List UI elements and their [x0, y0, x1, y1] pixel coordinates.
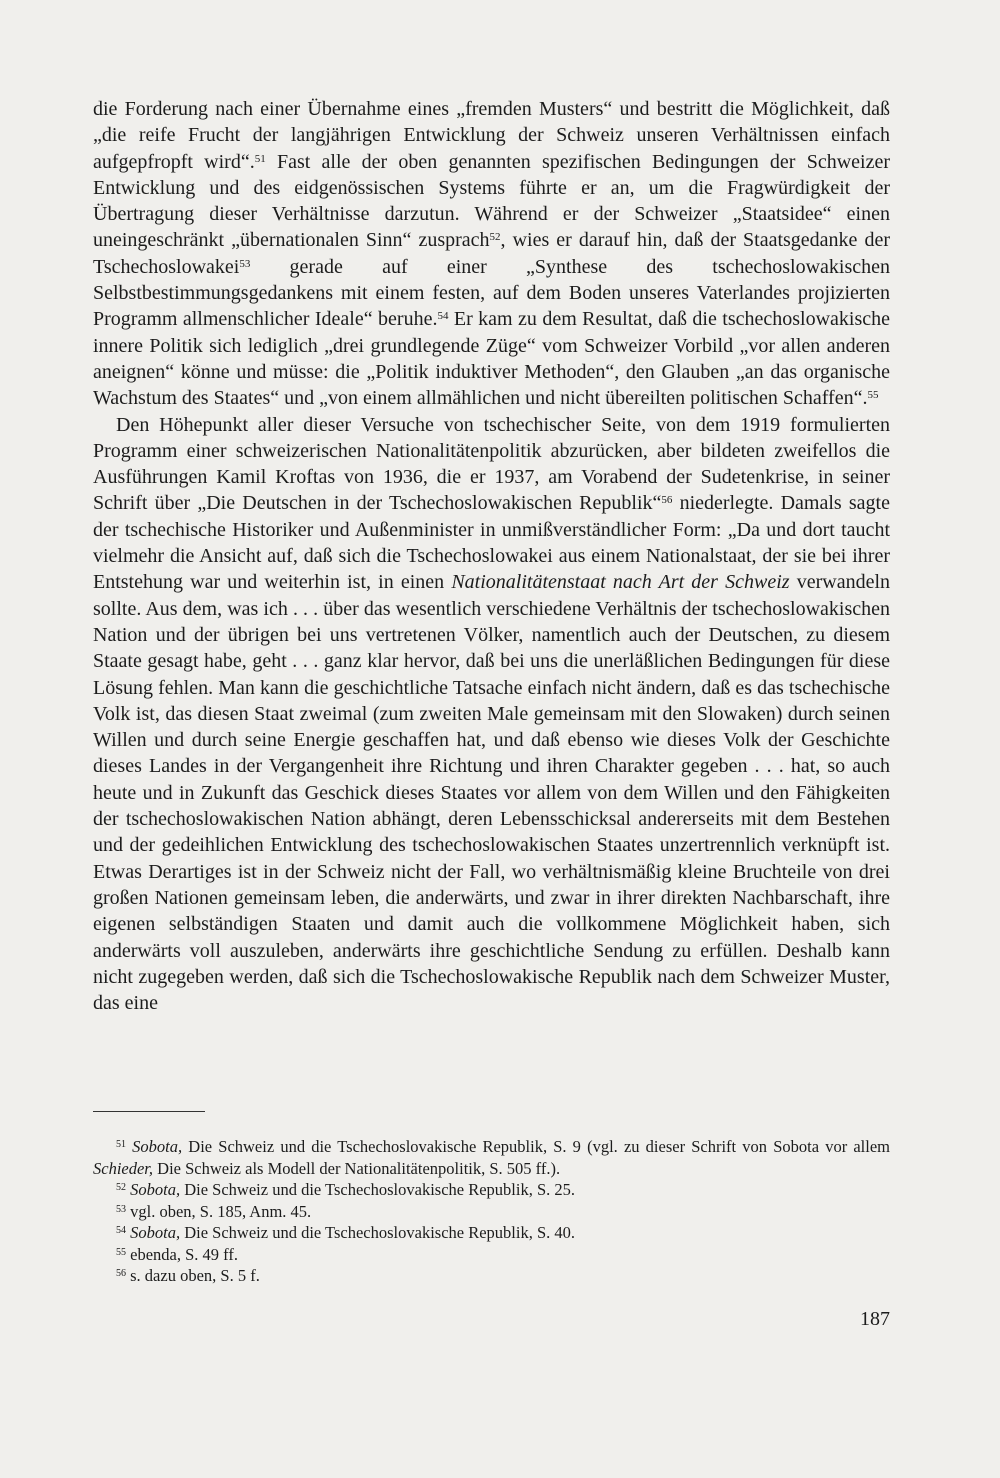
footnote-53	[93, 1201, 890, 1223]
paragraph-1-text-4: gerade auf einer „Synthese des tschechoslowakischen Selbstbestimmungsgedankens mit einem festen, auf dem Boden unseres Vaterlandes projizierten Programm allmenschlicher Ideale“ beruhe.	[93, 255, 890, 331]
footnotes	[93, 1136, 890, 1287]
footnote-number: 53	[116, 1203, 126, 1215]
footnote-ref-51: 51	[254, 152, 266, 165]
footnote-51	[93, 1136, 890, 1179]
footnote-text: s. dazu oben, S. 5 f.	[126, 1266, 260, 1285]
footnote-number: 56	[116, 1268, 126, 1279]
footnote-number: 52	[116, 1182, 126, 1193]
page-number: 187	[860, 1308, 890, 1330]
footnote-55	[93, 1244, 890, 1266]
footnote-text: Die Schweiz und die Tschechoslovakische Republik, S. 25.	[180, 1180, 576, 1199]
footnote-52	[93, 1179, 890, 1201]
footnote-ref-52: 52	[489, 231, 501, 244]
paragraph-1-text-3: , wies er darauf hin, daß der Staatsgedanke der Tschechoslowakei	[93, 229, 890, 278]
paragraph-2-text-1: Den Höhepunkt aller dieser Versuche von tschechischer Seite, von dem 1919 formulierten Programm einer schweizerischen Nationalitätenpolitik abzurücken, aber bildeten zweifellos die Ausführungen Kamil Kroftas von 1936, die er 1937, am Vorabend der Sudetenkrise, in seiner Schrift über „Die Deutschen in der Tschechoslowakischen Republik“	[93, 413, 890, 515]
footnote-author: Sobota,	[132, 1137, 183, 1156]
footnote-author: Schieder,	[93, 1158, 154, 1178]
footnote-ref-54: 54	[437, 310, 449, 323]
footnote-text: Die Schweiz und die Tschechoslovakische Republik, S. 40.	[180, 1223, 576, 1242]
paragraph-2-text-3: verwandeln sollte. Aus dem, was ich . . . über das wesentlich verschiedene Verhältnis der tschechoslowakischen Nation und der übrigen bei uns vertretenen Völker, namentlich auch der Deutschen, zu diesem Staate gesagt habe, geht . . . ganz klar hervor, daß bei uns die unerläßlichen Bedingungen für diese Lösung fehlen. Man kann die geschichtliche Tatsache einfach nicht ändern, daß es das tschechische Volk ist, das diesen Staat zweimal (zum zweiten Male gemeinsam mit den Slowaken) durch seinen Willen und durch seine Energie geschaffen hat, und daß ebenso wie dieses Volk der Geschichte dieses Landes in der Vergangenheit ihre Richtung und ihren Charakter gegeben . . . hat, so auch heute und in Zukunft das Geschick dieses Staates vor allem von dem Willen und den Fähigkeiten der tschechoslowakischen Nation abhängt, deren Lebensschicksal andererseits mit dem Bestehen und der gedeihlichen Entwicklung des tschechoslowakischen Staates unzertrennlich verknüpft ist. Etwas Derartiges ist in der Schweiz nicht der Fall, wo verhältnismäßig kleine Bruchteile von drei großen Nationen gemeinsam leben, die anderwärts, und zwar in ihrer direkten Nachbarschaft, ihre eigenen selbständigen Staaten und damit auch die vollkommene Möglichkeit haben, sich anderwärts voll auszuleben, anderwärts ihre geschichtliche Sendung zu erfüllen. Deshalb kann nicht zugegeben werden, daß sich die Tschechoslowakische Republik nach dem Schweizer Muster, das eine	[93, 571, 891, 1015]
footnote-text: ebenda, S. 49 ff.	[126, 1244, 238, 1264]
paragraph-2-text-2: niederlegte. Damals sagte der tschechische Historiker und Außenminister in unmißverständlicher Form: „Da und dort taucht vielmehr die Ansicht auf, daß sich die Tschechoslowakei aus einem Nationalstaat, der sie bei ihrer Entstehung war und weiterhin ist, in einen	[93, 492, 890, 594]
footnote-text: Die Schweiz und die Tschechoslovakische Republik, S. 9 (vgl. zu dieser Schrift von Sobota vor allem	[182, 1137, 890, 1156]
paragraph-1-text-1: die Forderung nach einer Übernahme eines „fremden Musters“ und bestritt die Möglichkeit, daß „die reife Frucht der langjährigen Entwicklung der Schweiz unseren Verhältnissen einfach aufgepfropft wird“.	[93, 98, 890, 173]
footnote-number: 51	[116, 1139, 126, 1150]
paragraph-2	[93, 412, 890, 1017]
paragraph-2-emphasis: Nationalitätenstaat nach Art der Schweiz	[451, 571, 790, 594]
paragraph-1-text-5: Er kam zu dem Resultat, daß die tschechoslowakische innere Politik sich lediglich „drei grundlegende Züge“ vom Schweizer Vorbild „vor allen anderen aneignen“ könne und müsse: die „Politik induktiver Methoden“, den Glauben „an das organische Wachstum des Staates“ und „von einem allmählichen und nicht übereilten politischen Schaffen“.	[93, 308, 891, 410]
footnote-author: Sobota,	[130, 1180, 181, 1199]
footnote-56	[93, 1265, 890, 1287]
footnote-ref-53: 53	[239, 257, 251, 270]
footnote-number: 55	[116, 1246, 126, 1258]
footnote-ref-56: 56	[661, 494, 673, 507]
paragraph-1	[93, 96, 890, 412]
footnote-text: Die Schweiz als Modell der Nationalitätenpolitik, S. 505 ff.).	[153, 1158, 561, 1178]
footnote-author: Sobota,	[130, 1223, 181, 1242]
paragraph-1-text-2: Fast alle der oben genannten spezifischen Bedingungen der Schweizer Entwicklung und des eidgenössischen Systems führte er an, um die Fragwürdigkeit der Übertragung dieser Verhältnisse darzutun. Während er der Schweizer „Staatsidee“ einen uneingeschränkt „übernationalen Sinn“ zusprach	[93, 150, 890, 252]
body-text	[93, 96, 890, 1016]
footnote-divider	[93, 1111, 205, 1112]
footnote-ref-55: 55	[867, 389, 879, 402]
footnote-number: 54	[116, 1225, 126, 1236]
footnote-text: vgl. oben, S. 185, Anm. 45.	[126, 1201, 312, 1221]
footnote-54	[93, 1222, 890, 1244]
